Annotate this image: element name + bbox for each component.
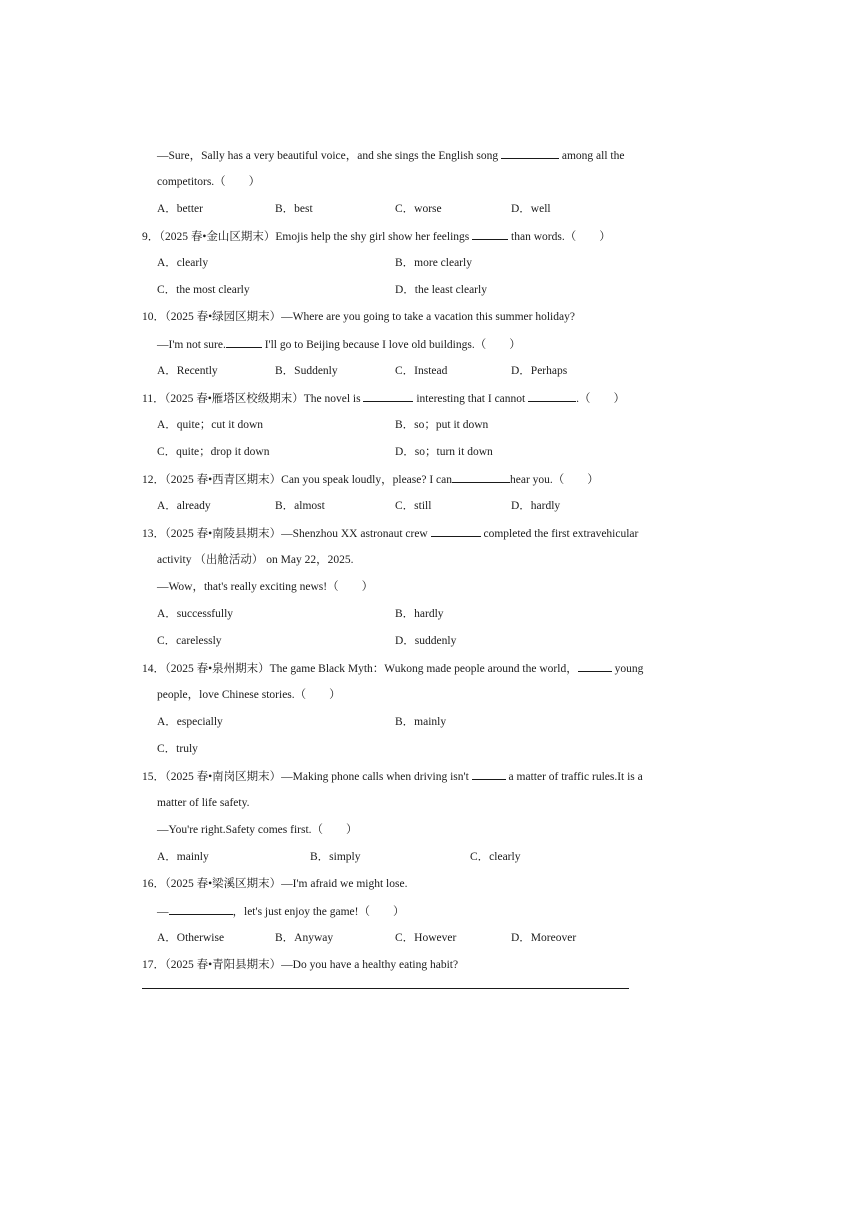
q13-option-b: B．hardly [395,608,444,620]
answer-blank [578,661,612,672]
q9-option-a: A．clearly [157,257,209,269]
q15-option-a: A．mainly [157,851,209,863]
q11-stem: 11．（2025 春•雁塔区校级期末）The novel is interesting that I cannot .（ ） [142,393,625,405]
q8-option-d: D．well [511,203,551,215]
answer-blank [363,391,413,402]
q14-stem-line2: people，love Chinese stories.（ ） [157,689,341,701]
q10-option-a: A．Recently [157,365,218,377]
q14-stem-line1: 14．（2025 春•泉州期末）The game Black Myth：Wukong made people around the world， young [142,663,644,675]
q13-option-a: A．successfully [157,608,234,620]
q15-stem-line1: 15．（2025 春•南岗区期末）—Making phone calls when driving isn't a matter of traffic rules.It is a [142,771,643,783]
q8-option-a: A．better [157,203,203,215]
q10-stem-line1: 10．（2025 春•绿园区期末）—Where are you going to take a vacation this summer holiday? [142,311,575,323]
answer-blank [169,904,233,915]
q14-option-c: C．truly [157,743,198,755]
q13-option-d: D．suddenly [395,635,457,647]
answer-blank [472,229,508,240]
q11-option-d: D．so；turn it down [395,446,493,458]
q16-option-a: A．Otherwise [157,932,225,944]
answer-blank [452,472,510,483]
q16-stem-line1: 16．（2025 春•梁溪区期末）—I'm afraid we might lose. [142,878,408,890]
q11-option-b: B．so；put it down [395,419,489,431]
q15-stem-line3: —You're right.Safety comes first.（ ） [157,824,358,836]
q9-stem: 9．（2025 春•金山区期末）Emojis help the shy girl show her feelings than words.（ ） [142,231,611,243]
q8-stem-line1: —Sure，Sally has a very beautiful voice，and she sings the English song among all the [157,150,625,162]
answer-blank [501,148,559,159]
q14-option-b: B．mainly [395,716,447,728]
q12-option-b: B．almost [275,500,325,512]
q13-stem-line3: —Wow，that's really exciting news!（ ） [157,581,374,593]
q12-option-a: A．already [157,500,211,512]
page-footer-divider [142,988,629,989]
q10-option-b: B．Suddenly [275,365,338,377]
q10-option-c: C．Instead [395,365,448,377]
q9-option-c: C．the most clearly [157,284,250,296]
q8-option-c: C．worse [395,203,442,215]
q13-option-c: C．carelessly [157,635,222,647]
q16-option-b: B．Anyway [275,932,334,944]
q14-option-a: A．especially [157,716,223,728]
q13-stem-line1: 13．（2025 春•南陵县期末）—Shenzhou XX astronaut crew completed the first extravehicular [142,528,639,540]
q8-option-b: B．best [275,203,313,215]
q15-option-c: C．clearly [470,851,521,863]
q12-option-c: C．still [395,500,432,512]
q12-stem: 12．（2025 春•西青区期末）Can you speak loudly，please? I can hear you.（ ） [142,474,599,486]
q8-stem-line2: competitors.（ ） [157,176,261,188]
q10-stem-line2: —I'm not sure. I'll go to Beijing because I love old buildings.（ ） [157,339,521,351]
q16-option-c: C．However [395,932,457,944]
q9-option-d: D．the least clearly [395,284,487,296]
answer-blank [528,391,576,402]
q15-option-b: B．simply [310,851,361,863]
q10-option-d: D．Perhaps [511,365,568,377]
answer-blank [226,337,262,348]
q11-option-a: A．quite；cut it down [157,419,264,431]
q12-option-d: D．hardly [511,500,561,512]
q16-option-d: D．Moreover [511,932,577,944]
q11-option-c: C．quite；drop it down [157,446,270,458]
q9-option-b: B．more clearly [395,257,472,269]
answer-blank [431,526,481,537]
q15-stem-line2: matter of life safety. [157,797,250,809]
q17-stem-line1: 17．（2025 春•青阳县期末）—Do you have a healthy eating habit? [142,959,459,971]
answer-blank [472,769,506,780]
q16-stem-line2: — ，let's just enjoy the game!（ ） [157,906,405,918]
q13-stem-line2: activity （出舱活动） on May 22，2025. [157,554,354,566]
